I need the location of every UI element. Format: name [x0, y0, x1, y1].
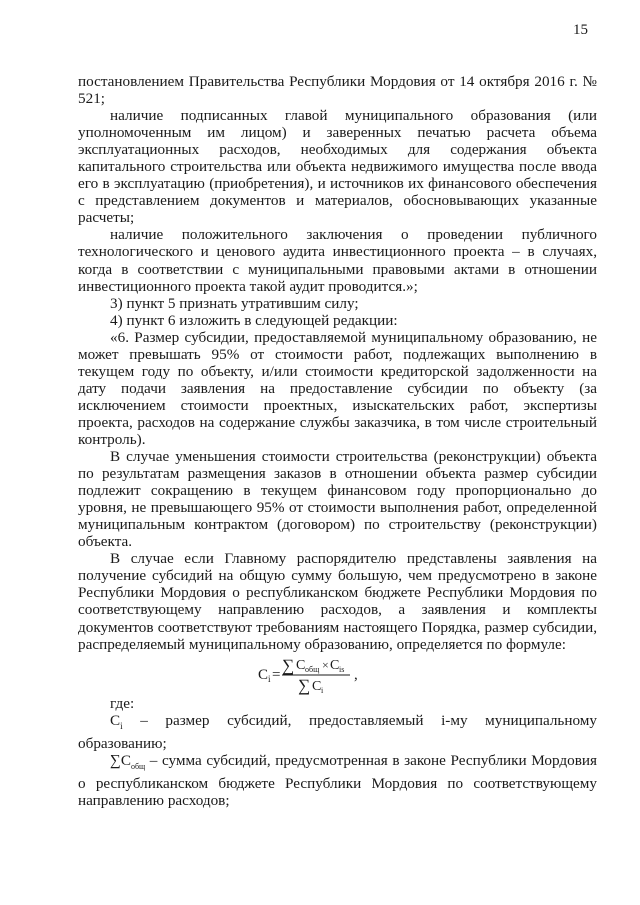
- formula-num-c1-sub: общ: [305, 664, 320, 674]
- symbol-c-sub: i: [120, 720, 123, 731]
- formula-times: ×: [322, 657, 329, 672]
- definition-ci: [78, 712, 597, 752]
- formula-svg: [78, 653, 597, 695]
- formula-den-sub: i: [321, 685, 324, 695]
- paragraph: где:: [110, 694, 135, 712]
- definition-text: – сумма субсидий, предусмотренная в законе Республики Мордовия о республиканском бюджете Республики Мордовия по соответствующему направлению расходов;: [78, 751, 597, 809]
- subsidy-formula: [78, 653, 597, 695]
- definition-text: – размер субсидий, предоставляемый i-му муниципальному образованию;: [78, 711, 597, 752]
- formula-sum-den: ∑: [298, 675, 311, 695]
- symbol-c: C: [120, 751, 131, 769]
- formula-lhs: C: [258, 666, 269, 683]
- formula-sum-num: ∑: [282, 655, 295, 675]
- symbol-sum: ∑: [110, 751, 121, 769]
- paragraph: «6. Размер субсидии, предоставляемой муниципальному образованию, не может превышать 95% от стоимости работ, подлежащих выполнению в текущем году по объекту, и/или стоимости кредиторской задолженности на дату подачи заявления на предоставление субсидии по объекту (за исключением стоимости проектных, изыскательских работ, экспертизы проекта, расходов на содержание службы заказчика, в том числе строительный контроль).: [78, 328, 597, 448]
- paragraph: постановлением Правительства Республики Мордовия от 14 октября 2016 г. № 521;: [78, 73, 597, 108]
- paragraph: В случае уменьшения стоимости строительства (реконструкции) объекта по результатам размещения заказов в отношении объекта размер субсидии подлежит сокращению в текущем финансовом году пропорционально до уровня, не превышающего 95% от стоимости выполнения работ, определенной муниципальным контрактом (договором) по строительству (реконструкции) объекта.: [78, 448, 597, 551]
- formula-den-c: C: [312, 678, 322, 694]
- formula-num-c1: C: [296, 657, 306, 673]
- page-number: 15: [573, 22, 588, 38]
- definition-sum: [78, 752, 597, 809]
- formula-comma: ,: [354, 666, 358, 683]
- formula-lhs-sub: i: [268, 673, 271, 684]
- paragraph: 4) пункт 6 изложить в следующей редакции:: [110, 311, 398, 329]
- formula-equals: =: [272, 666, 281, 683]
- document-body: [78, 73, 597, 809]
- paragraph: наличие подписанных главой муниципального образования (или уполномоченным им лицом) и заверенных печатью расчета объема эксплуатационных расходов, необходимых для содержания объекта капитального строительства или объекта недвижимого имущества после ввода его в эксплуатацию (приобретения), и источников их финансового обеспечения с представлением документов и материалов, обосновывающих указанные расчеты;: [78, 107, 597, 227]
- paragraph: В случае если Главному распорядителю представлены заявления на получение субсидий на общую сумму большую, чем предусмотрено в законе Республики Мордовия о республиканском бюджете Республики Мордовия по соответствующему направлению расходов, а заявления и комплекты документов соответствуют требованиям настоящего Порядка, размер субсидии, распределяемый муниципальному образованию, определяется по формуле:: [78, 550, 597, 653]
- paragraph: наличие положительного заключения о проведении публичного технологического и ценового аудита инвестиционного проекта – в случаях, когда в соответствии с муниципальными правовыми актами в отношении инвестиционного проекта такой аудит проводится.»;: [78, 226, 597, 295]
- paragraph: 3) пункт 5 признать утратившим силу;: [110, 294, 359, 312]
- formula-num-c2: C: [330, 657, 340, 673]
- symbol-c: C: [110, 711, 121, 729]
- symbol-c-sub: общ: [130, 761, 146, 771]
- formula-num-c2-sub: is: [339, 664, 345, 674]
